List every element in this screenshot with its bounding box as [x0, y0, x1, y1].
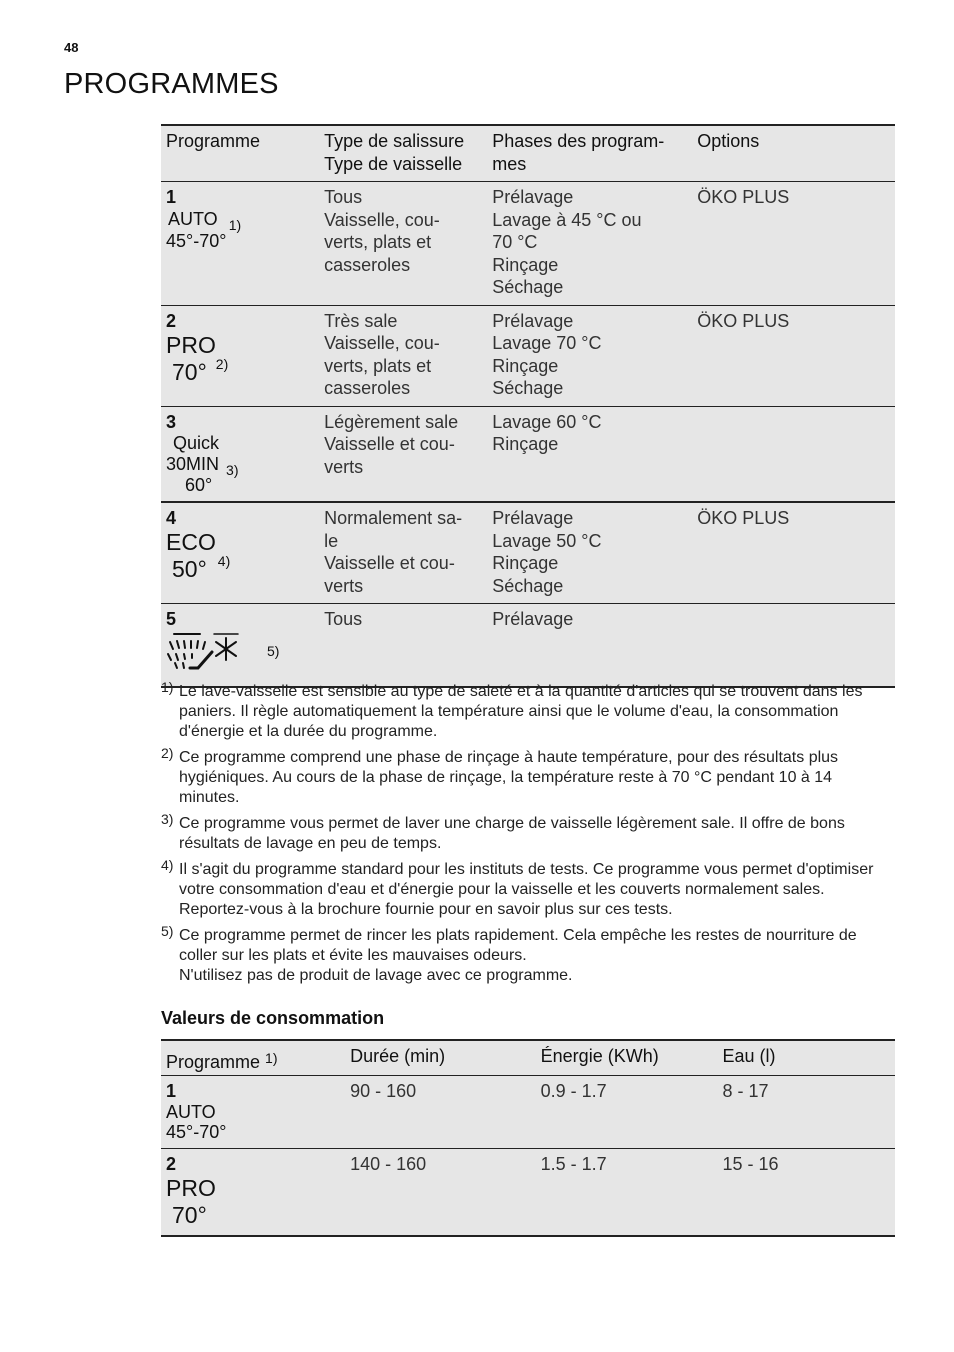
- footnote-text: N'utilisez pas de produit de lavage avec ce programme.: [179, 967, 573, 984]
- header-programme-label: Programme: [166, 131, 261, 151]
- programme-temperature: 45°-70°: [166, 230, 227, 251]
- phase-line: Lavage 60 °C: [492, 411, 602, 432]
- footnote-text: Ce programme vous permet de laver une charge de vaisselle légèrement sale. Il offre de bons résultats de lavage en peu de temps.: [179, 815, 845, 852]
- programme-number: 2: [166, 310, 177, 331]
- footnote-ref: 5): [267, 643, 280, 659]
- duration-value: 140 - 160: [350, 1154, 427, 1174]
- water-value: 8 - 17: [722, 1081, 769, 1101]
- programme-duration-label: 30MIN: [166, 453, 220, 474]
- duration-cell: [345, 1076, 536, 1149]
- header-programme: [161, 1040, 345, 1076]
- water-value: 15 - 16: [722, 1154, 779, 1174]
- page-title: PROGRAMMES: [64, 68, 279, 100]
- footnote-text: Ce programme comprend une phase de rinçage à haute température, pour des résultats plus hygiéniques. Au cours de la phase de rinçage, la température reste à 70 °C pendant 10 à 14 minutes.: [179, 749, 839, 806]
- soil-line: verts: [324, 575, 364, 596]
- soil-line: Tous: [324, 609, 363, 629]
- footnote-text: Ce programme permet de rincer les plats rapidement. Cela empêche les restes de nourriture de coller sur les plats et évite les mauvaises odeurs.: [179, 927, 857, 964]
- footnote: [161, 679, 896, 742]
- programme-number: 1: [166, 187, 177, 207]
- header-programme: [161, 125, 319, 182]
- footnote-mark: 4): [161, 857, 174, 873]
- header-duration-label: Durée (min): [350, 1046, 446, 1066]
- table-header-row: [161, 1040, 895, 1076]
- programme-cell: [161, 305, 319, 406]
- programs-table: [161, 124, 895, 688]
- consumption-heading: Valeurs de consommation: [161, 1008, 385, 1028]
- phase-line: Lavage à 45 °C ou: [492, 209, 642, 230]
- energy-cell: [536, 1076, 718, 1149]
- soil-line: Vaisselle et cou-: [324, 434, 455, 454]
- footnote: [161, 857, 896, 920]
- programme-label: PRO: [166, 331, 216, 358]
- table-row: [161, 1076, 895, 1149]
- programme-label: AUTO: [168, 209, 218, 229]
- soil-line: Normalement sa-: [324, 508, 463, 528]
- footnote-mark: 1): [161, 679, 174, 695]
- phase-line: Séchage: [492, 378, 564, 398]
- header-water-label: Eau (l): [722, 1046, 776, 1066]
- page-number: 48: [64, 40, 79, 55]
- table-row: [161, 502, 895, 604]
- soil-line: casseroles: [324, 254, 411, 275]
- footnote-ref: 2): [215, 355, 229, 372]
- phase-line: 70 °C: [492, 232, 538, 252]
- options-cell: [692, 502, 895, 604]
- header-water: [717, 1040, 895, 1076]
- duration-cell: [345, 1149, 536, 1237]
- soil-line: le: [324, 530, 339, 551]
- footnote-mark: 2): [161, 745, 174, 761]
- energy-cell: [536, 1149, 718, 1237]
- soil-line: Vaisselle, cou-: [324, 209, 440, 230]
- programme-temperature: 60°: [185, 475, 213, 495]
- header-duration: [345, 1040, 536, 1076]
- soil-line: casseroles: [324, 378, 411, 398]
- header-options-label: Options: [697, 131, 760, 151]
- phase-line: Prélavage: [492, 508, 574, 528]
- consumption-table: [161, 1039, 895, 1237]
- soil-line: Vaisselle, cou-: [324, 333, 440, 353]
- programme-temperature: 70°: [172, 1202, 207, 1228]
- energy-value: 1.5 - 1.7: [540, 1154, 607, 1174]
- header-energy-label: Énergie (KWh): [540, 1046, 659, 1066]
- phase-line: Rinçage: [492, 355, 559, 376]
- programme-cell: [161, 604, 319, 687]
- phase-line: Rinçage: [492, 254, 559, 275]
- table-row: [161, 182, 895, 306]
- option-label: ÖKO PLUS: [697, 508, 790, 528]
- programme-temperature: 50°: [172, 556, 207, 582]
- footnote-ref: 4): [217, 553, 231, 569]
- programme-number: 5: [166, 609, 177, 629]
- soil-line: verts, plats et: [324, 355, 432, 376]
- programme-cell: [161, 1149, 345, 1237]
- header-programme-label: Programme: [166, 1052, 261, 1072]
- soil-line: Légèrement sale: [324, 411, 459, 432]
- header-energy: [536, 1040, 718, 1076]
- soil-cell: [319, 182, 487, 306]
- phase-line: Prélavage: [492, 187, 574, 207]
- footnote-text: Il s'agit du programme standard pour les instituts de tests. Ce programme vous permet d'optimiser votre consommation d'eau et d'énergie pour la vaisselle et les couverts normalement sales. Reportez-vous à la brochure fournie pour en savoir plus sur ces tests.: [179, 861, 874, 918]
- options-cell: [692, 305, 895, 406]
- option-label: ÖKO PLUS: [697, 187, 790, 207]
- programme-temperature: 70°: [172, 358, 207, 385]
- footnote-mark: 5): [161, 923, 174, 939]
- phases-cell: [487, 305, 692, 406]
- options-cell: [692, 406, 895, 502]
- footnote-mark: 3): [161, 811, 174, 827]
- programme-label: PRO: [166, 1175, 216, 1201]
- phase-line: Rinçage: [492, 553, 559, 573]
- footnote-text: Le lave-vaisselle est sensible au type de saleté et à la quantité d'articles qui se trouvent dans les paniers. Il règle automatiquement la température ainsi que le volume d'eau, la consommation d'énergie et la durée du programme.: [179, 683, 863, 740]
- phase-line: Rinçage: [492, 434, 559, 454]
- header-soil-line2: Type de vaisselle: [324, 153, 463, 174]
- water-cell: [717, 1076, 895, 1149]
- header-phases-line2: mes: [492, 153, 527, 174]
- footnote: [161, 923, 896, 986]
- footnote: [161, 811, 896, 854]
- phase-line: Lavage 50 °C: [492, 530, 602, 551]
- programme-label: AUTO: [166, 1102, 216, 1122]
- header-soil-line1: Type de salissure: [324, 131, 465, 151]
- phases-cell: [487, 502, 692, 604]
- programme-label: ECO: [166, 529, 216, 555]
- soil-cell: [319, 502, 487, 604]
- soil-line: Vaisselle et cou-: [324, 553, 455, 573]
- phases-cell: [487, 182, 692, 306]
- header-soil-type: [319, 125, 487, 182]
- footnote: [161, 745, 896, 808]
- soil-line: Tous: [324, 187, 363, 207]
- table-row: [161, 406, 895, 502]
- soil-cell: [319, 604, 487, 687]
- programme-number: 2: [166, 1154, 177, 1174]
- table-header-row: [161, 125, 895, 182]
- soil-cell: [319, 406, 487, 502]
- phase-line: Prélavage: [492, 609, 574, 629]
- programme-number: 4: [166, 508, 177, 528]
- phase-line: Prélavage: [492, 310, 574, 331]
- soil-line: Très sale: [324, 310, 398, 331]
- phase-line: Lavage 70 °C: [492, 333, 602, 353]
- options-cell: [692, 182, 895, 306]
- programme-cell: [161, 502, 319, 604]
- table-row: [161, 305, 895, 406]
- options-cell: [692, 604, 895, 687]
- option-label: ÖKO PLUS: [697, 310, 790, 331]
- programme-cell: [161, 406, 319, 502]
- soil-line: verts, plats et: [324, 232, 432, 252]
- prerinse-icon: [166, 630, 262, 680]
- programme-number: 1: [166, 1081, 177, 1101]
- soil-cell: [319, 305, 487, 406]
- energy-value: 0.9 - 1.7: [540, 1081, 607, 1101]
- footnote-ref: 1): [265, 1050, 278, 1066]
- footnote-ref: 3): [226, 461, 239, 478]
- footnotes: [161, 679, 896, 992]
- programme-cell: [161, 1076, 345, 1149]
- header-phases-line1: Phases des program-: [492, 131, 665, 151]
- programme-cell: [161, 182, 319, 306]
- table-row: [161, 604, 895, 687]
- header-phases: [487, 125, 692, 182]
- programme-label: Quick: [173, 432, 220, 453]
- table-row: [161, 1149, 895, 1237]
- programme-temperature: 45°-70°: [166, 1122, 227, 1142]
- phase-line: Séchage: [492, 277, 564, 297]
- phases-cell: [487, 406, 692, 502]
- duration-value: 90 - 160: [350, 1081, 417, 1101]
- phase-line: Séchage: [492, 575, 564, 596]
- water-cell: [717, 1149, 895, 1237]
- programme-number: 3: [166, 411, 177, 432]
- footnote-ref: 1): [228, 217, 242, 233]
- header-options: [692, 125, 895, 182]
- phases-cell: [487, 604, 692, 687]
- soil-line: verts: [324, 456, 364, 477]
